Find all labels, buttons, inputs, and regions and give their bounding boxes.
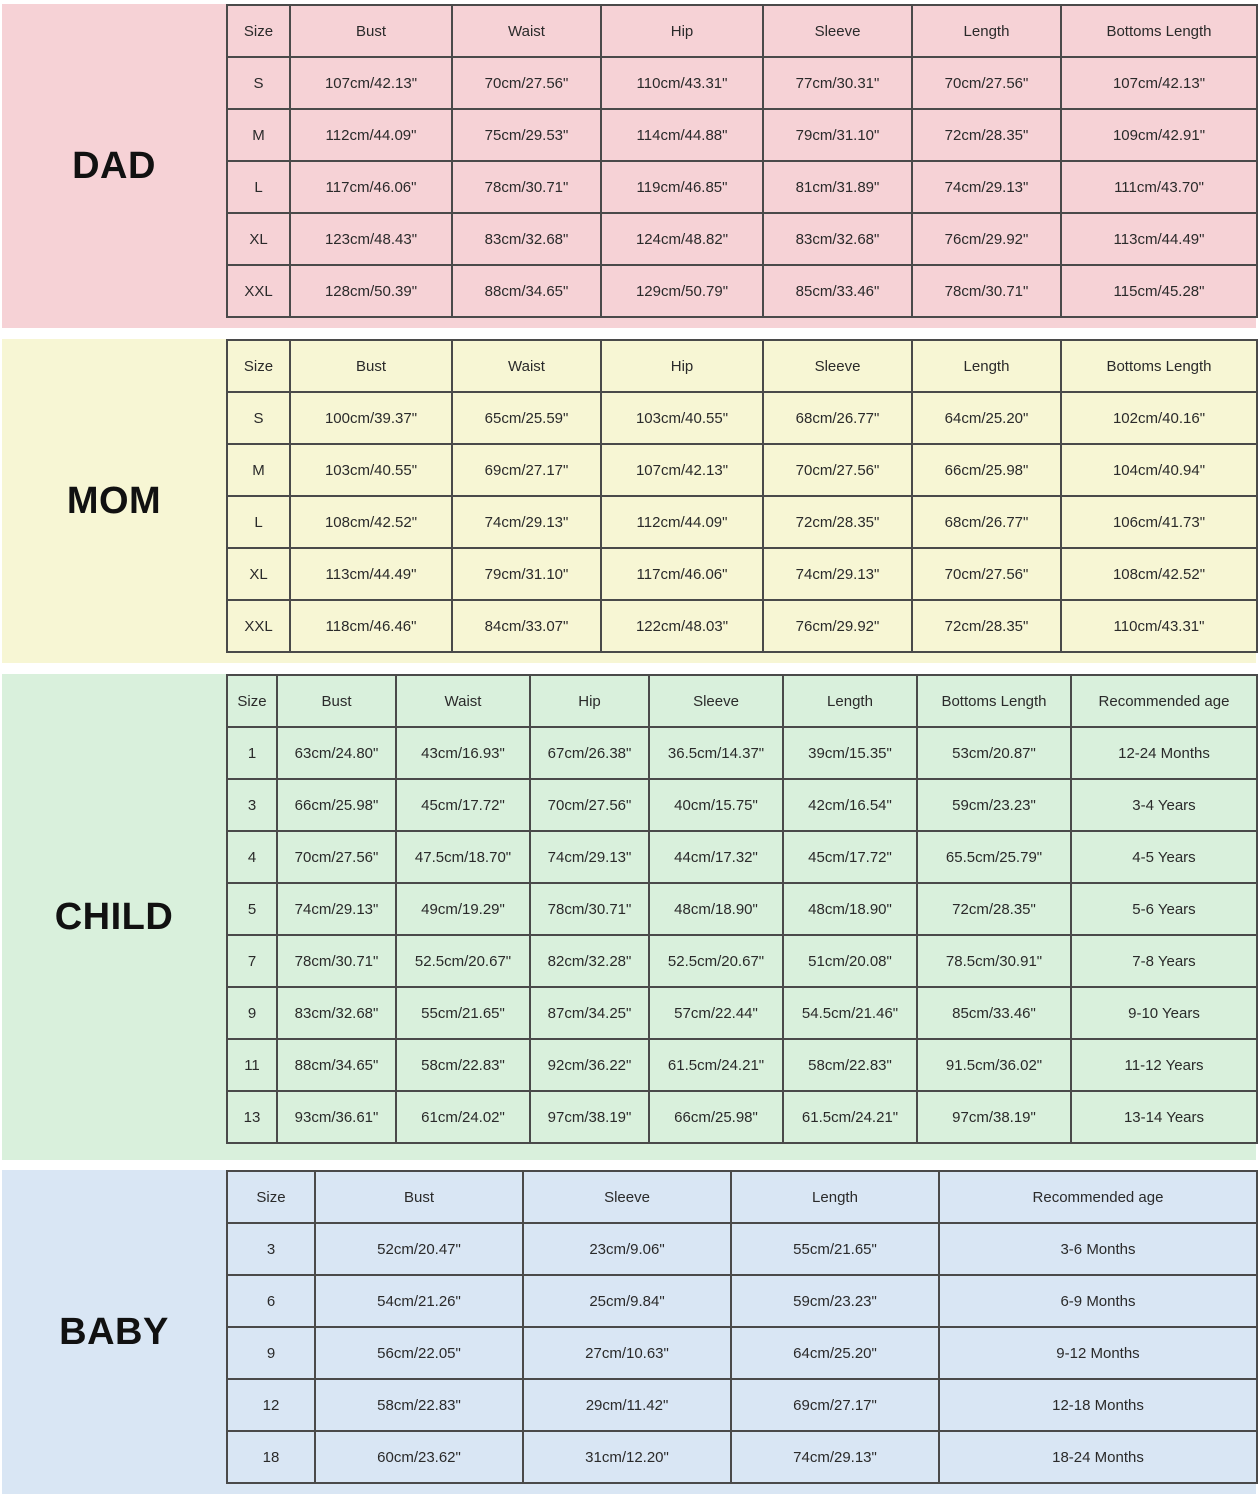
mom-size-chart — [2, 339, 1256, 663]
measurement-cell: 52.5cm/20.67" — [649, 935, 783, 987]
size-cell: 6 — [227, 1275, 315, 1327]
table-row — [227, 987, 1257, 1039]
column-header: Length — [912, 5, 1061, 57]
table-row — [227, 935, 1257, 987]
measurement-cell: 65.5cm/25.79" — [917, 831, 1071, 883]
table-row — [227, 600, 1257, 652]
table-row — [227, 161, 1257, 213]
column-header: Sleeve — [763, 340, 912, 392]
mom-label: MOM — [66, 479, 162, 522]
size-cell: M — [227, 109, 290, 161]
dad-size-table — [226, 4, 1258, 318]
measurement-cell: 122cm/48.03" — [601, 600, 763, 652]
measurement-cell: 27cm/10.63" — [523, 1327, 731, 1379]
table-header-row — [227, 675, 1257, 727]
column-header: Recommended age — [1071, 675, 1257, 727]
table-row — [227, 1275, 1257, 1327]
measurement-cell: 70cm/27.56" — [277, 831, 396, 883]
size-cell: M — [227, 444, 290, 496]
size-cell: 5 — [227, 883, 277, 935]
column-header: Bottoms Length — [1061, 5, 1257, 57]
measurement-cell: 79cm/31.10" — [452, 548, 601, 600]
size-cell: XXL — [227, 265, 290, 317]
table-row — [227, 1379, 1257, 1431]
size-cell: XL — [227, 548, 290, 600]
column-header: Bust — [277, 675, 396, 727]
child-size-chart — [2, 674, 1256, 1160]
size-cell: L — [227, 161, 290, 213]
size-cell: 1 — [227, 727, 277, 779]
measurement-cell: 66cm/25.98" — [649, 1091, 783, 1143]
baby-size-table — [226, 1170, 1258, 1484]
table-row — [227, 57, 1257, 109]
measurement-cell: 119cm/46.85" — [601, 161, 763, 213]
measurement-cell: 5-6 Years — [1071, 883, 1257, 935]
measurement-cell: 69cm/27.17" — [731, 1379, 939, 1431]
measurement-cell: 52cm/20.47" — [315, 1223, 523, 1275]
measurement-cell: 61.5cm/24.21" — [649, 1039, 783, 1091]
measurement-cell: 44cm/17.32" — [649, 831, 783, 883]
measurement-cell: 52.5cm/20.67" — [396, 935, 530, 987]
measurement-cell: 78.5cm/30.91" — [917, 935, 1071, 987]
measurement-cell: 39cm/15.35" — [783, 727, 917, 779]
measurement-cell: 87cm/34.25" — [530, 987, 649, 1039]
measurement-cell: 42cm/16.54" — [783, 779, 917, 831]
table-row — [227, 1327, 1257, 1379]
table-row — [227, 1039, 1257, 1091]
table-header-row — [227, 5, 1257, 57]
measurement-cell: 88cm/34.65" — [452, 265, 601, 317]
measurement-cell: 3-6 Months — [939, 1223, 1257, 1275]
measurement-cell: 51cm/20.08" — [783, 935, 917, 987]
measurement-cell: 85cm/33.46" — [763, 265, 912, 317]
measurement-cell: 109cm/42.91" — [1061, 109, 1257, 161]
measurement-cell: 13-14 Years — [1071, 1091, 1257, 1143]
column-header: Hip — [601, 5, 763, 57]
measurement-cell: 107cm/42.13" — [601, 444, 763, 496]
baby-size-chart — [2, 1170, 1256, 1494]
measurement-cell: 108cm/42.52" — [1061, 548, 1257, 600]
measurement-cell: 36.5cm/14.37" — [649, 727, 783, 779]
column-header: Hip — [530, 675, 649, 727]
measurement-cell: 110cm/43.31" — [601, 57, 763, 109]
measurement-cell: 48cm/18.90" — [649, 883, 783, 935]
measurement-cell: 117cm/46.06" — [290, 161, 452, 213]
measurement-cell: 78cm/30.71" — [912, 265, 1061, 317]
measurement-cell: 75cm/29.53" — [452, 109, 601, 161]
measurement-cell: 45cm/17.72" — [396, 779, 530, 831]
measurement-cell: 54.5cm/21.46" — [783, 987, 917, 1039]
column-header: Recommended age — [939, 1171, 1257, 1223]
column-header: Sleeve — [649, 675, 783, 727]
measurement-cell: 128cm/50.39" — [290, 265, 452, 317]
measurement-cell: 117cm/46.06" — [601, 548, 763, 600]
measurement-cell: 78cm/30.71" — [452, 161, 601, 213]
child-size-table — [226, 674, 1258, 1144]
measurement-cell: 59cm/23.23" — [731, 1275, 939, 1327]
measurement-cell: 72cm/28.35" — [917, 883, 1071, 935]
measurement-cell: 70cm/27.56" — [912, 57, 1061, 109]
measurement-cell: 68cm/26.77" — [763, 392, 912, 444]
size-cell: XXL — [227, 600, 290, 652]
table-row — [227, 496, 1257, 548]
column-header: Size — [227, 675, 277, 727]
measurement-cell: 58cm/22.83" — [315, 1379, 523, 1431]
measurement-cell: 102cm/40.16" — [1061, 392, 1257, 444]
measurement-cell: 61.5cm/24.21" — [783, 1091, 917, 1143]
measurement-cell: 3-4 Years — [1071, 779, 1257, 831]
measurement-cell: 91.5cm/36.02" — [917, 1039, 1071, 1091]
measurement-cell: 77cm/30.31" — [763, 57, 912, 109]
table-row — [227, 727, 1257, 779]
measurement-cell: 67cm/26.38" — [530, 727, 649, 779]
measurement-cell: 49cm/19.29" — [396, 883, 530, 935]
measurement-cell: 83cm/32.68" — [277, 987, 396, 1039]
measurement-cell: 58cm/22.83" — [396, 1039, 530, 1091]
measurement-cell: 83cm/32.68" — [452, 213, 601, 265]
dad-label: DAD — [72, 144, 156, 187]
measurement-cell: 53cm/20.87" — [917, 727, 1071, 779]
measurement-cell: 31cm/12.20" — [523, 1431, 731, 1483]
measurement-cell: 76cm/29.92" — [763, 600, 912, 652]
measurement-cell: 72cm/28.35" — [912, 109, 1061, 161]
column-header: Size — [227, 340, 290, 392]
measurement-cell: 58cm/22.83" — [783, 1039, 917, 1091]
column-header: Size — [227, 1171, 315, 1223]
measurement-cell: 74cm/29.13" — [912, 161, 1061, 213]
size-cell: XL — [227, 213, 290, 265]
column-header: Hip — [601, 340, 763, 392]
measurement-cell: 4-5 Years — [1071, 831, 1257, 883]
measurement-cell: 115cm/45.28" — [1061, 265, 1257, 317]
column-header: Waist — [452, 5, 601, 57]
measurement-cell: 79cm/31.10" — [763, 109, 912, 161]
measurement-cell: 60cm/23.62" — [315, 1431, 523, 1483]
measurement-cell: 103cm/40.55" — [290, 444, 452, 496]
measurement-cell: 114cm/44.88" — [601, 109, 763, 161]
size-cell: 13 — [227, 1091, 277, 1143]
table-row — [227, 392, 1257, 444]
measurement-cell: 47.5cm/18.70" — [396, 831, 530, 883]
measurement-cell: 70cm/27.56" — [763, 444, 912, 496]
column-header: Sleeve — [523, 1171, 731, 1223]
measurement-cell: 76cm/29.92" — [912, 213, 1061, 265]
measurement-cell: 112cm/44.09" — [290, 109, 452, 161]
mom-size-table — [226, 339, 1258, 653]
table-row — [227, 109, 1257, 161]
measurement-cell: 59cm/23.23" — [917, 779, 1071, 831]
size-cell: 11 — [227, 1039, 277, 1091]
column-header: Bottoms Length — [1061, 340, 1257, 392]
measurement-cell: 93cm/36.61" — [277, 1091, 396, 1143]
measurement-cell: 112cm/44.09" — [601, 496, 763, 548]
measurement-cell: 7-8 Years — [1071, 935, 1257, 987]
table-header-row — [227, 1171, 1257, 1223]
measurement-cell: 74cm/29.13" — [530, 831, 649, 883]
measurement-cell: 61cm/24.02" — [396, 1091, 530, 1143]
measurement-cell: 11-12 Years — [1071, 1039, 1257, 1091]
measurement-cell: 70cm/27.56" — [912, 548, 1061, 600]
measurement-cell: 70cm/27.56" — [452, 57, 601, 109]
size-cell: 7 — [227, 935, 277, 987]
measurement-cell: 74cm/29.13" — [763, 548, 912, 600]
column-header: Bottoms Length — [917, 675, 1071, 727]
measurement-cell: 55cm/21.65" — [731, 1223, 939, 1275]
measurement-cell: 68cm/26.77" — [912, 496, 1061, 548]
column-header: Bust — [315, 1171, 523, 1223]
measurement-cell: 65cm/25.59" — [452, 392, 601, 444]
dad-size-chart — [2, 4, 1256, 328]
measurement-cell: 108cm/42.52" — [290, 496, 452, 548]
table-row — [227, 548, 1257, 600]
measurement-cell: 113cm/44.49" — [1061, 213, 1257, 265]
column-header: Waist — [452, 340, 601, 392]
column-header: Size — [227, 5, 290, 57]
measurement-cell: 55cm/21.65" — [396, 987, 530, 1039]
measurement-cell: 40cm/15.75" — [649, 779, 783, 831]
measurement-cell: 18-24 Months — [939, 1431, 1257, 1483]
measurement-cell: 107cm/42.13" — [1061, 57, 1257, 109]
measurement-cell: 66cm/25.98" — [912, 444, 1061, 496]
measurement-cell: 12-24 Months — [1071, 727, 1257, 779]
measurement-cell: 56cm/22.05" — [315, 1327, 523, 1379]
column-header: Length — [783, 675, 917, 727]
measurement-cell: 84cm/33.07" — [452, 600, 601, 652]
measurement-cell: 6-9 Months — [939, 1275, 1257, 1327]
measurement-cell: 45cm/17.72" — [783, 831, 917, 883]
measurement-cell: 64cm/25.20" — [912, 392, 1061, 444]
measurement-cell: 48cm/18.90" — [783, 883, 917, 935]
measurement-cell: 74cm/29.13" — [731, 1431, 939, 1483]
measurement-cell: 23cm/9.06" — [523, 1223, 731, 1275]
measurement-cell: 124cm/48.82" — [601, 213, 763, 265]
measurement-cell: 63cm/24.80" — [277, 727, 396, 779]
measurement-cell: 9-12 Months — [939, 1327, 1257, 1379]
measurement-cell: 118cm/46.46" — [290, 600, 452, 652]
table-row — [227, 265, 1257, 317]
size-cell: 9 — [227, 1327, 315, 1379]
measurement-cell: 74cm/29.13" — [452, 496, 601, 548]
measurement-cell: 57cm/22.44" — [649, 987, 783, 1039]
measurement-cell: 69cm/27.17" — [452, 444, 601, 496]
measurement-cell: 129cm/50.79" — [601, 265, 763, 317]
size-cell: 3 — [227, 779, 277, 831]
column-header: Length — [731, 1171, 939, 1223]
measurement-cell: 64cm/25.20" — [731, 1327, 939, 1379]
size-cell: S — [227, 392, 290, 444]
column-header: Bust — [290, 5, 452, 57]
size-cell: S — [227, 57, 290, 109]
measurement-cell: 25cm/9.84" — [523, 1275, 731, 1327]
measurement-cell: 78cm/30.71" — [277, 935, 396, 987]
table-row — [227, 1091, 1257, 1143]
measurement-cell: 106cm/41.73" — [1061, 496, 1257, 548]
table-header-row — [227, 340, 1257, 392]
measurement-cell: 113cm/44.49" — [290, 548, 452, 600]
size-cell: 12 — [227, 1379, 315, 1431]
measurement-cell: 100cm/39.37" — [290, 392, 452, 444]
measurement-cell: 66cm/25.98" — [277, 779, 396, 831]
size-cell: L — [227, 496, 290, 548]
column-header: Sleeve — [763, 5, 912, 57]
size-cell: 18 — [227, 1431, 315, 1483]
measurement-cell: 103cm/40.55" — [601, 392, 763, 444]
column-header: Length — [912, 340, 1061, 392]
table-row — [227, 444, 1257, 496]
measurement-cell: 88cm/34.65" — [277, 1039, 396, 1091]
measurement-cell: 111cm/43.70" — [1061, 161, 1257, 213]
measurement-cell: 70cm/27.56" — [530, 779, 649, 831]
measurement-cell: 85cm/33.46" — [917, 987, 1071, 1039]
size-cell: 3 — [227, 1223, 315, 1275]
measurement-cell: 72cm/28.35" — [763, 496, 912, 548]
measurement-cell: 82cm/32.28" — [530, 935, 649, 987]
measurement-cell: 29cm/11.42" — [523, 1379, 731, 1431]
measurement-cell: 43cm/16.93" — [396, 727, 530, 779]
measurement-cell: 74cm/29.13" — [277, 883, 396, 935]
measurement-cell: 83cm/32.68" — [763, 213, 912, 265]
measurement-cell: 92cm/36.22" — [530, 1039, 649, 1091]
measurement-cell: 81cm/31.89" — [763, 161, 912, 213]
measurement-cell: 9-10 Years — [1071, 987, 1257, 1039]
child-label: CHILD — [54, 895, 174, 938]
size-cell: 4 — [227, 831, 277, 883]
table-row — [227, 831, 1257, 883]
column-header: Waist — [396, 675, 530, 727]
measurement-cell: 107cm/42.13" — [290, 57, 452, 109]
measurement-cell: 104cm/40.94" — [1061, 444, 1257, 496]
measurement-cell: 110cm/43.31" — [1061, 600, 1257, 652]
measurement-cell: 78cm/30.71" — [530, 883, 649, 935]
measurement-cell: 72cm/28.35" — [912, 600, 1061, 652]
table-row — [227, 1223, 1257, 1275]
measurement-cell: 97cm/38.19" — [530, 1091, 649, 1143]
baby-label: BABY — [59, 1310, 169, 1353]
table-row — [227, 883, 1257, 935]
table-row — [227, 213, 1257, 265]
table-row — [227, 1431, 1257, 1483]
measurement-cell: 123cm/48.43" — [290, 213, 452, 265]
size-cell: 9 — [227, 987, 277, 1039]
table-row — [227, 779, 1257, 831]
measurement-cell: 97cm/38.19" — [917, 1091, 1071, 1143]
measurement-cell: 54cm/21.26" — [315, 1275, 523, 1327]
column-header: Bust — [290, 340, 452, 392]
measurement-cell: 12-18 Months — [939, 1379, 1257, 1431]
